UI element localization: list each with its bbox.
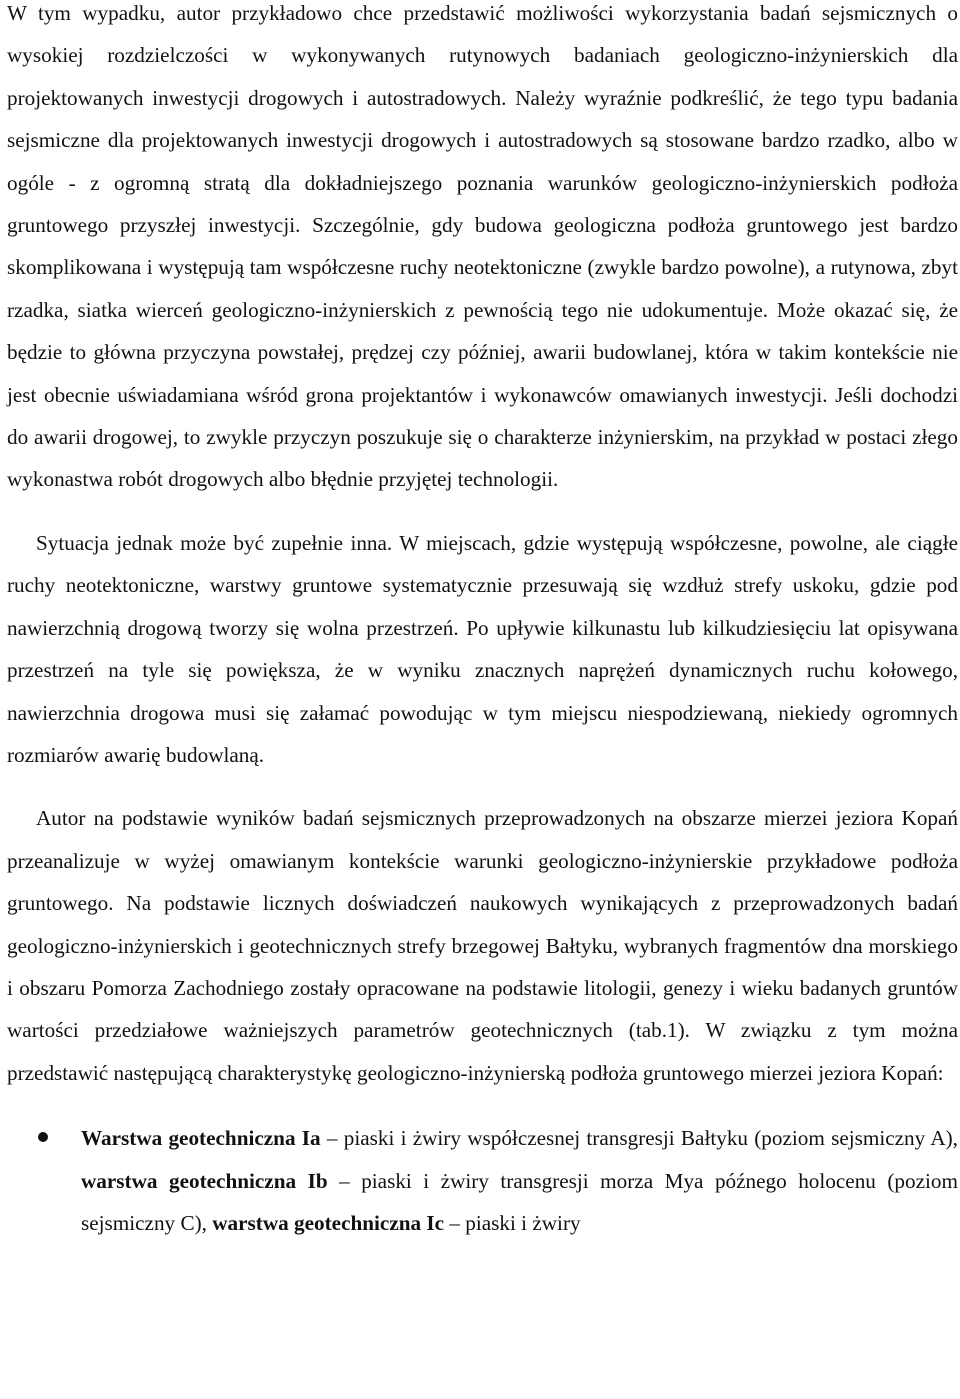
layer-description-ic: – piaski i żwiry — [444, 1210, 581, 1235]
layer-description-ib: – piaski i żwiry transgresji morza Mya późnego holocenu (poziom sejsmiczny C), — [81, 1168, 958, 1235]
paragraph-2: Sytuacja jednak może być zupełnie inna. W miejscach, gdzie występują współczesne, powolne, ale ciągłe ruchy neotektoniczne, warstwy gruntowe systematycznie przesuwają się wzdłuż strefy uskoku, gdzie pod nawierzchnią drogową tworzy się wolna przestrzeń. Po upływie kilkunastu lub kilkudziesięciu lat opisywana przestrzeń na tyle się powiększa, że w wyniku znacznych naprężeń dynamicznych ruchu kołowego, nawierzchnia drogowa musi się załamać powodując w tym miejscu niespodziewaną, niekiedy ogromnych rozmiarów awarię budowlaną. — [7, 530, 958, 767]
paragraph-1: W tym wypadku, autor przykładowo chce przedstawić możliwości wykorzystania badań sejsmicznych o wysokiej rozdzielczości w wykonywanych rutynowych badaniach geologiczno-inżynierskich dla projektowanych inwestycji drogowych i autostradowych. Należy wyraźnie podkreślić, że tego typu badania sejsmiczne dla projektowanych inwestycji drogowych i autostradowych są stosowane bardzo rzadko, albo w ogóle - z ogromną stratą dla dokładniejszego poznania warunków geologiczno-inżynierskich podłoża gruntowego przyszłej inwestycji. Szczególnie, gdy budowa geologiczna podłoża gruntowego jest bardzo skomplikowana i występują tam współczesne ruchy neotektoniczne (zwykle bardzo powolne), a rutynowa, zbyt rzadka, siatka wierceń geologiczno-inżynierskich z pewnością tego nie udokumentuje. Może okazać się, że będzie to główna przyczyna powstałej, prędzej czy później, awarii budowlanej, która w takim kontekście nie jest obecnie uświadamiana wśród grona projektantów i wykonawców omawianych inwestycji. Jeśli dochodzi do awarii drogowej, to zwykle przyczyn poszukuje się o charakterze inżynierskim, na przykład w postaci złego wykonastwa robót drogowych albo błędnie przyjętej technologii. — [7, 1, 958, 492]
paragraph-3: Autor na podstawie wyników badań sejsmicznych przeprowadzonych na obszarze mierzei jeziora Kopań przeanalizuje w wyżej omawianym kontekście warunki geologiczno-inżynierskie przykładowe podłoża gruntowego. Na podstawie licznych doświadczeń naukowych wynikających z przeprowadzonych badań geologiczno-inżynierskich i geotechnicznych strefy brzegowej Bałtyku, wybranych fragmentów dna morskiego i obszaru Pomorza Zachodniego zostały opracowane na podstawie litologii, genezy i wieku badanych gruntów wartości przedziałowe ważniejszych parametrów geotechnicznych (tab.1). W związku z tym można przedstawić następującą charakterystykę geologiczno-inżynierską podłoża gruntowego mierzei jeziora Kopań: — [7, 806, 958, 1085]
layer-description-ia: – piaski i żwiry współczesnej transgresji Bałtyku (poziom sejsmiczny A), — [320, 1126, 958, 1151]
list-item — [7, 1117, 958, 1244]
document-page — [7, 0, 958, 1244]
bullet-icon — [38, 1132, 48, 1142]
layer-name-ic: warstwa geotechniczna Ic — [212, 1210, 445, 1235]
bullet-list — [7, 1117, 958, 1244]
layer-name-ia: Warstwa geotechniczna Ia — [81, 1126, 321, 1151]
layer-name-ib: warstwa geotechniczna Ib — [81, 1168, 328, 1193]
